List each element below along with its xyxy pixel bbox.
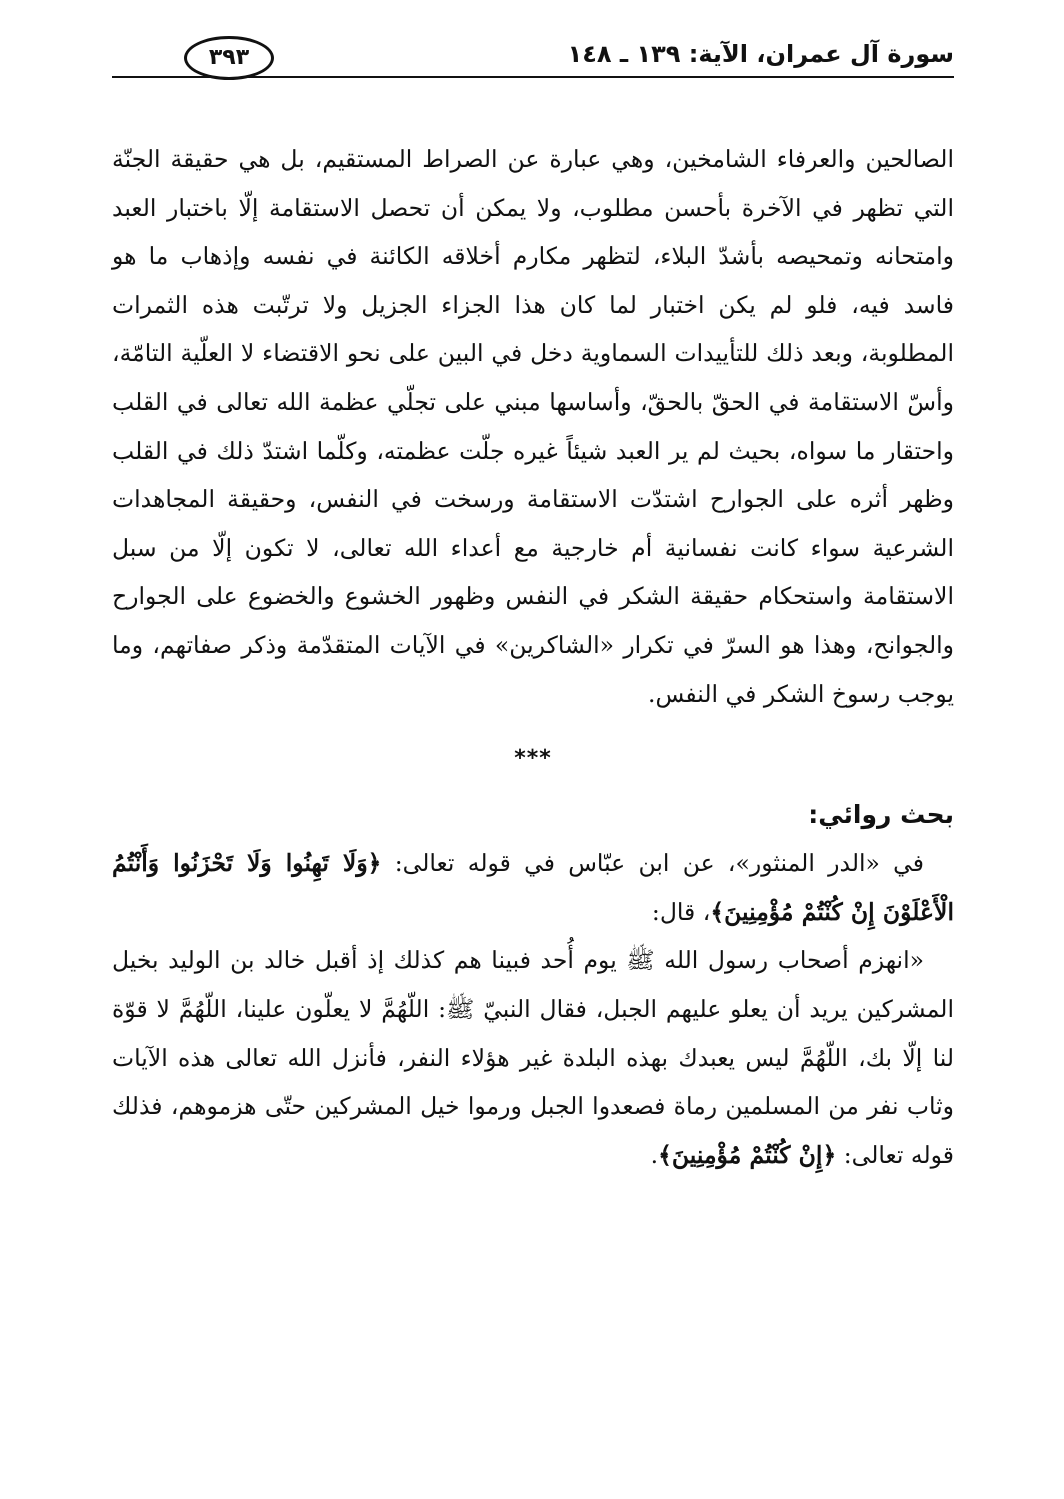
quran-verse: ﴿وَلَا تَهِنُوا وَلَا تَحْزَنُوا وَأَنْتُمُ الْأَعْلَوْنَ إِنْ كُنْتُمْ مُؤْمِنِينَ﴾ xyxy=(112,849,954,926)
commentary-paragraph: الصالحين والعرفاء الشامخين، وهي عبارة عن الصراط المستقيم، بل هي حقيقة الجنّة التي تظهر في الآخرة بأحسن مطلوب، ولا يمكن أن تحصل الاستقامة إلّا باختبار العبد وامتحانه وتمحيصه بأشدّ البلاء، لتظهر مكارم أخلاقه الكائنة في نفسه وإذهاب ما هو فاسد فيه، فلو لم يكن اختبار لما كان هذا الجزاء الجزيل ولا ترتّبت هذه الثمرات المطلوبة، وبعد ذلك للتأييدات السماوية دخل في البين على نحو الاقتضاء لا العلّية التامّة، وأسّ الاستقامة في الحقّ بالحقّ، وأساسها مبني على تجلّي عظمة الله تعالى في القلب واحتقار ما سواه، بحيث لم ير العبد شيئاً غيره جلّت عظمته، وكلّما اشتدّ ذلك في القلب وظهر أثره على الجوارح اشتدّت الاستقامة ورسخت في النفس، وحقيقة المجاهدات الشرعية سواء كانت نفسانية أم خارجية مع أعداء الله تعالى، لا تكون إلّا من سبل الاستقامة واستحكام حقيقة الشكر في النفس وظهور الخشوع والخضوع على الجوارح والجوانح، وهذا هو السرّ في تكرار «الشاكرين» في الآيات المتقدّمة وذكر صفاتهم، وما يوجب رسوخ الشكر في النفس. xyxy=(112,145,954,708)
section-separator: *** xyxy=(514,746,552,772)
narration-quote-text: «انهزم أصحاب رسول الله ﷺ يوم أُحد فبينا هم كذلك إذ أقبل خالد بن الوليد بخيل المشركين يريد أن يعلو عليهم الجبل، فقال النبيّ ﷺ: اللّهُمَّ لا يعلّون علينا، اللّهُمَّ لا قوّة لنا إلّا بك، اللّهُمَّ ليس يعبدك بهذه البلدة غير هؤلاء النفر، فأنزل الله تعالى هذه الآيات وثاب نفر من المسلمين رماة فصعدوا الجبل ورموا خيل المشركين حتّى هزموهم، فذلك قوله تعالى: xyxy=(112,946,954,1169)
page-header xyxy=(112,36,954,84)
page-body xyxy=(112,135,954,1179)
page-number-badge: ٣٩٣ xyxy=(184,36,274,80)
quran-verse-end: ﴿إِنْ كُنْتُمْ مُؤْمِنِينَ﴾ xyxy=(658,1140,837,1169)
narration-intro-paragraph xyxy=(112,839,954,936)
narration-intro-text: في «الدر المنثور»، عن ابن عبّاس في قوله تعالى: xyxy=(381,849,924,878)
section-heading: بحث روائي: xyxy=(808,800,954,830)
narration-intro-tail: ، قال: xyxy=(651,897,711,926)
narration-quote-tail: . xyxy=(650,1140,659,1169)
running-header-title: سورة آل عمران، الآية: ١٣٩ ـ ١٤٨ xyxy=(567,40,954,68)
narration-quote-paragraph xyxy=(112,936,954,1179)
